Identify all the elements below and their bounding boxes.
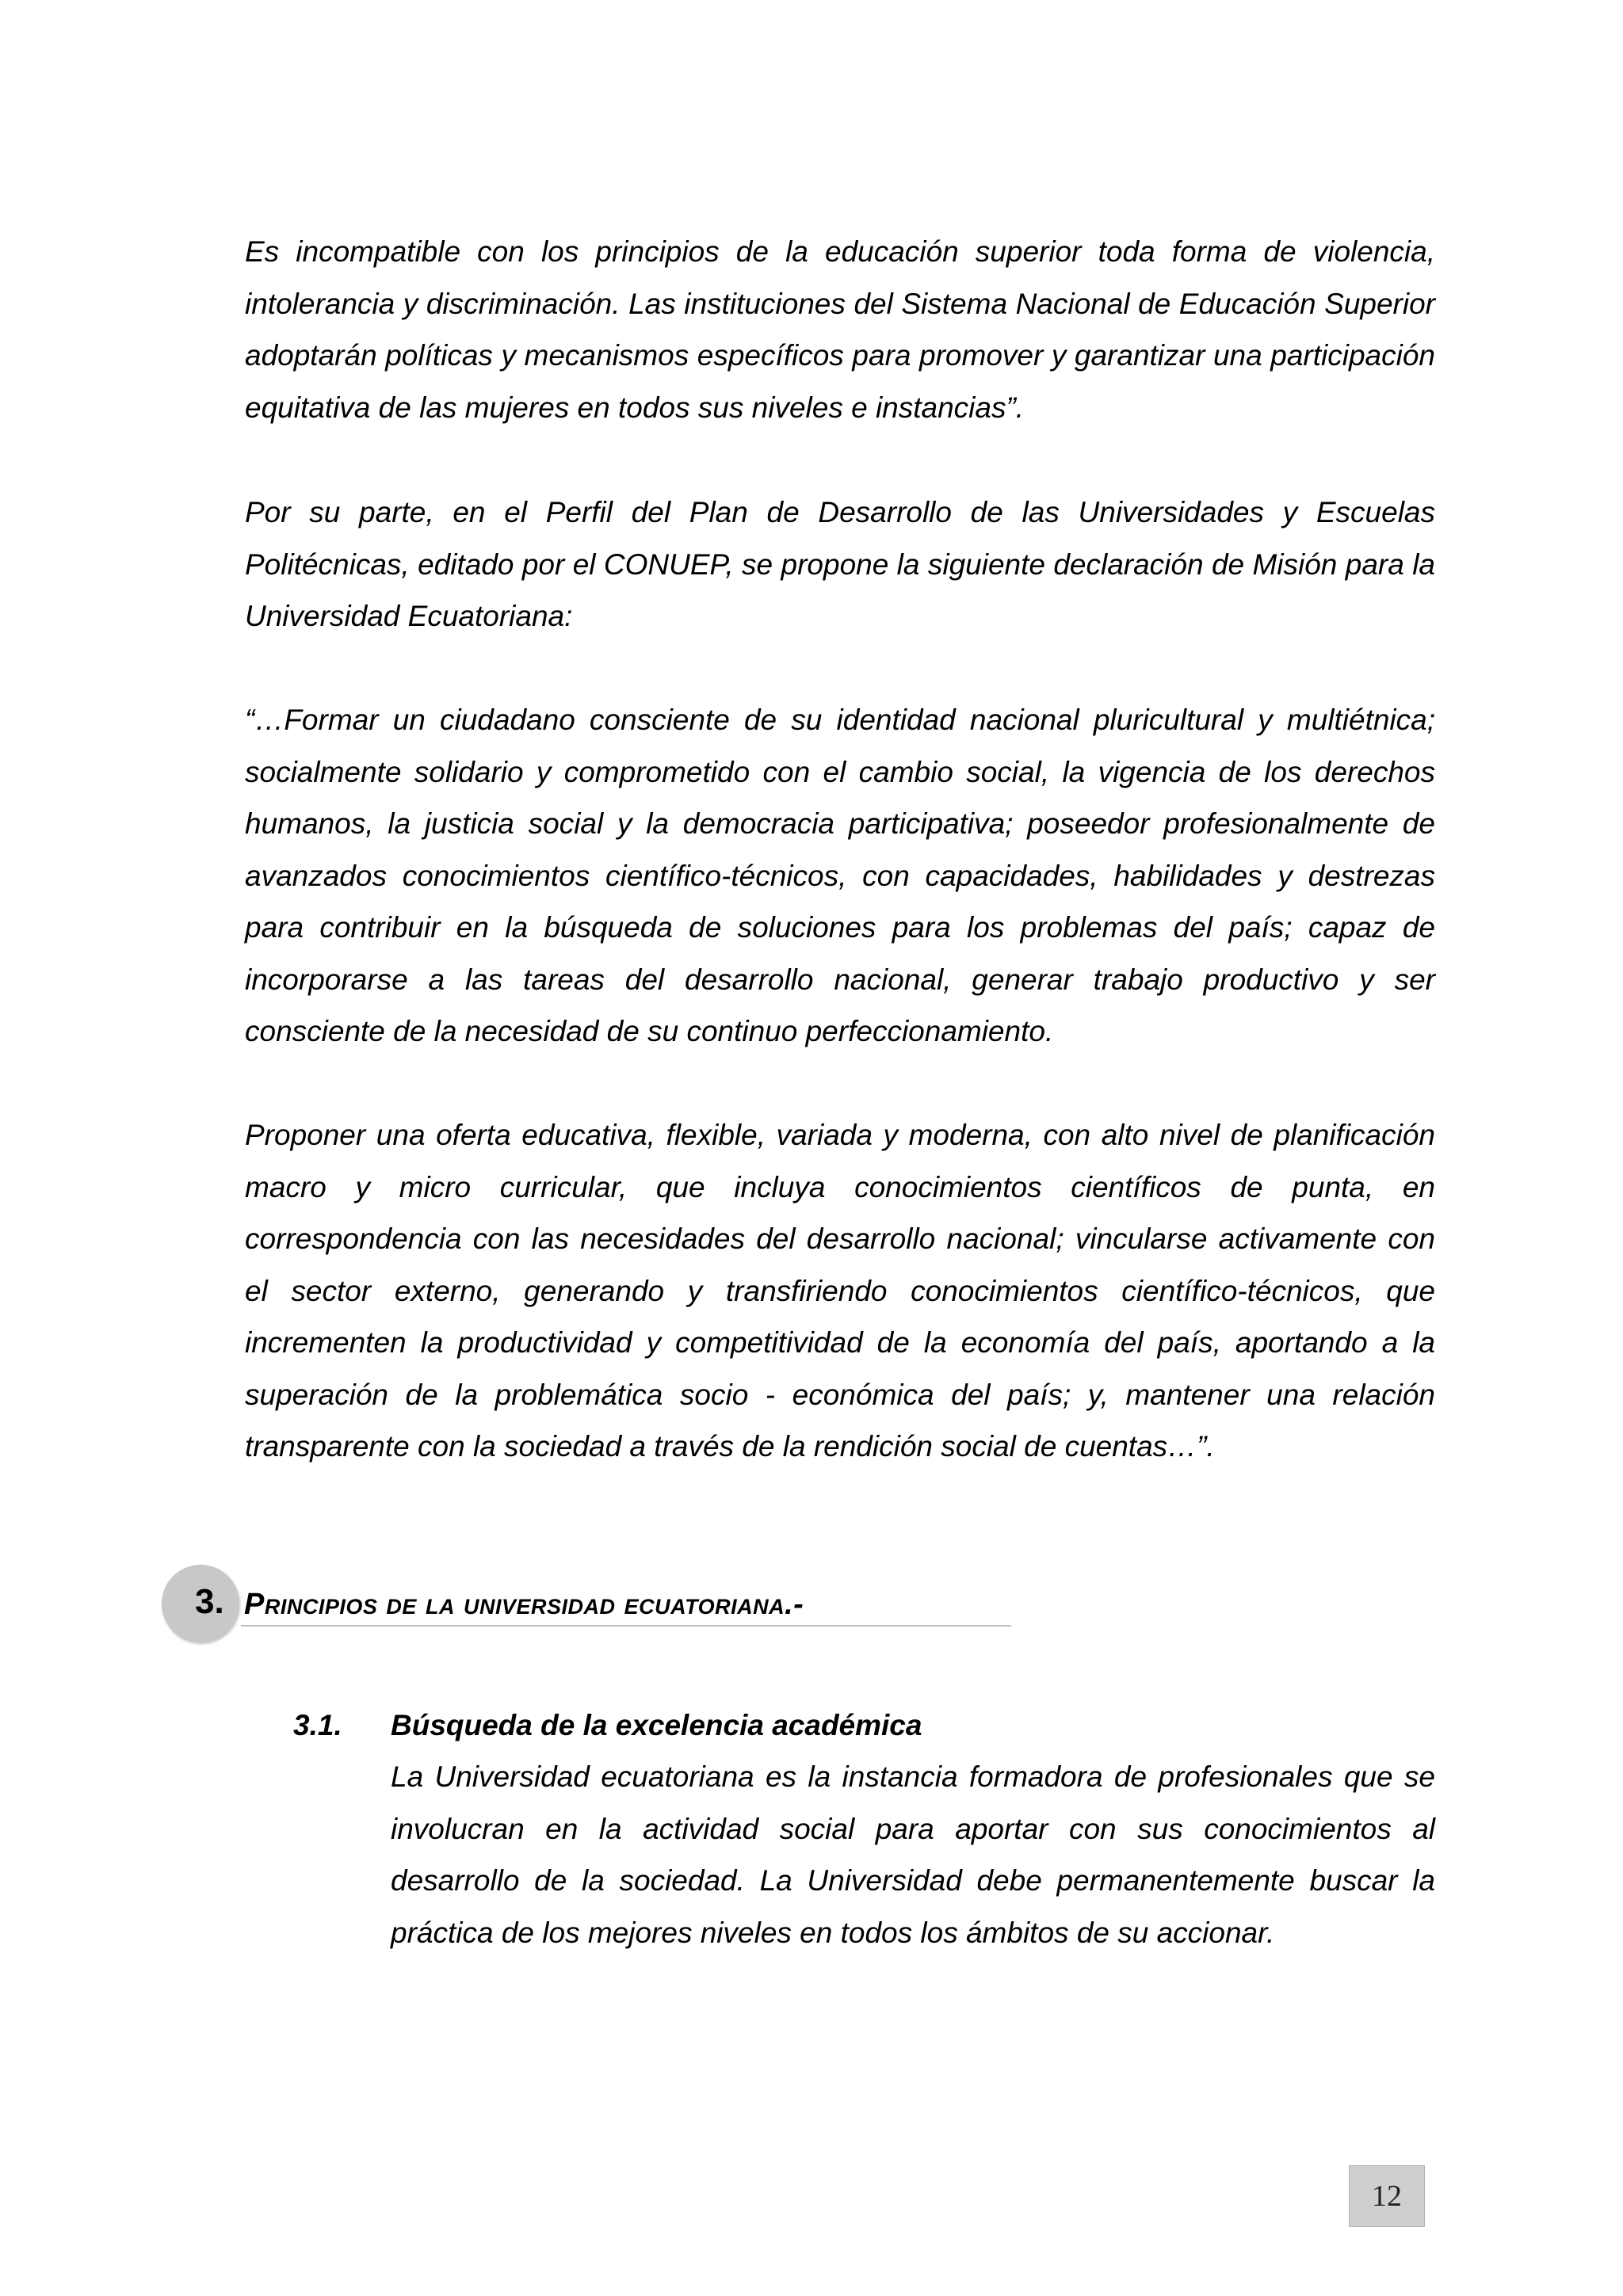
mission-quote-paragraph-1: “…Formar un ciudadano consciente de su identidad nacional pluricultural y multiétnica; socialmente solidario y comprometido con el cambio social, la vigencia de los derechos humanos, la justicia social y la democracia participativa; poseedor profesionalmente de avanzados conocimientos científico-técnicos, con capacidades, habilidades y destrezas para contribuir en la búsqueda de soluciones para los problemas del país; capaz de incorporarse a las tareas del desarrollo nacional, generar trabajo productivo y ser consciente de la necesidad de su continuo perfeccionamiento. <box>245 704 1435 1047</box>
page-number-box <box>1349 2165 1425 2227</box>
section-underline <box>241 1625 1011 1627</box>
paragraph-1: Es incompatible con los principios de la educación superior toda forma de violencia, intolerancia y discriminación. Las instituciones del Sistema Nacional de Educación Superior adoptarán políticas y mecanismos específicos para promover y garantizar una participación equitativa de las mujeres en todos sus niveles e instancias”. <box>245 235 1435 424</box>
mission-quote-paragraph-2: Proponer una oferta educativa, flexible, variada y moderna, con alto nivel de planificación macro y micro curricular, que incluya conocimientos científicos de punta, en correspondencia con las necesidades del desarrollo nacional; vincularse activamente con el sector externo, generando y transfiriendo conocimientos científico-técnicos, que incrementen la productividad y competitividad de la economía del país, aportando a la superación de la problemática socio - económica del país; y, mantener una relación transparente con la sociedad a través de la rendición social de cuentas…”. <box>245 1119 1435 1463</box>
paragraph-2: Por su parte, en el Perfil del Plan de Desarrollo de las Universidades y Escuelas Politécnicas, editado por el CONUEP, se propone la siguiente declaración de Misión para la Universidad Ecuatoriana: <box>245 496 1435 632</box>
subsection-body: La Universidad ecuatoriana es la instancia formadora de profesionales que se involucran en la actividad social para aportar con sus conocimientos al desarrollo de la sociedad. La Universidad debe permanentemente buscar la práctica de los mejores niveles en todos los ámbitos de su accionar. <box>391 1760 1435 1949</box>
section-heading <box>162 1565 1011 1644</box>
subsection-number: 3.1. <box>293 1709 342 1741</box>
page-number: 12 <box>1372 2180 1402 2213</box>
section-title: Principios de la universidad ecuatoriana.- <box>244 1588 804 1621</box>
section-number: 3. <box>195 1582 224 1621</box>
subsection-title: Búsqueda de la excelencia académica <box>391 1709 922 1741</box>
